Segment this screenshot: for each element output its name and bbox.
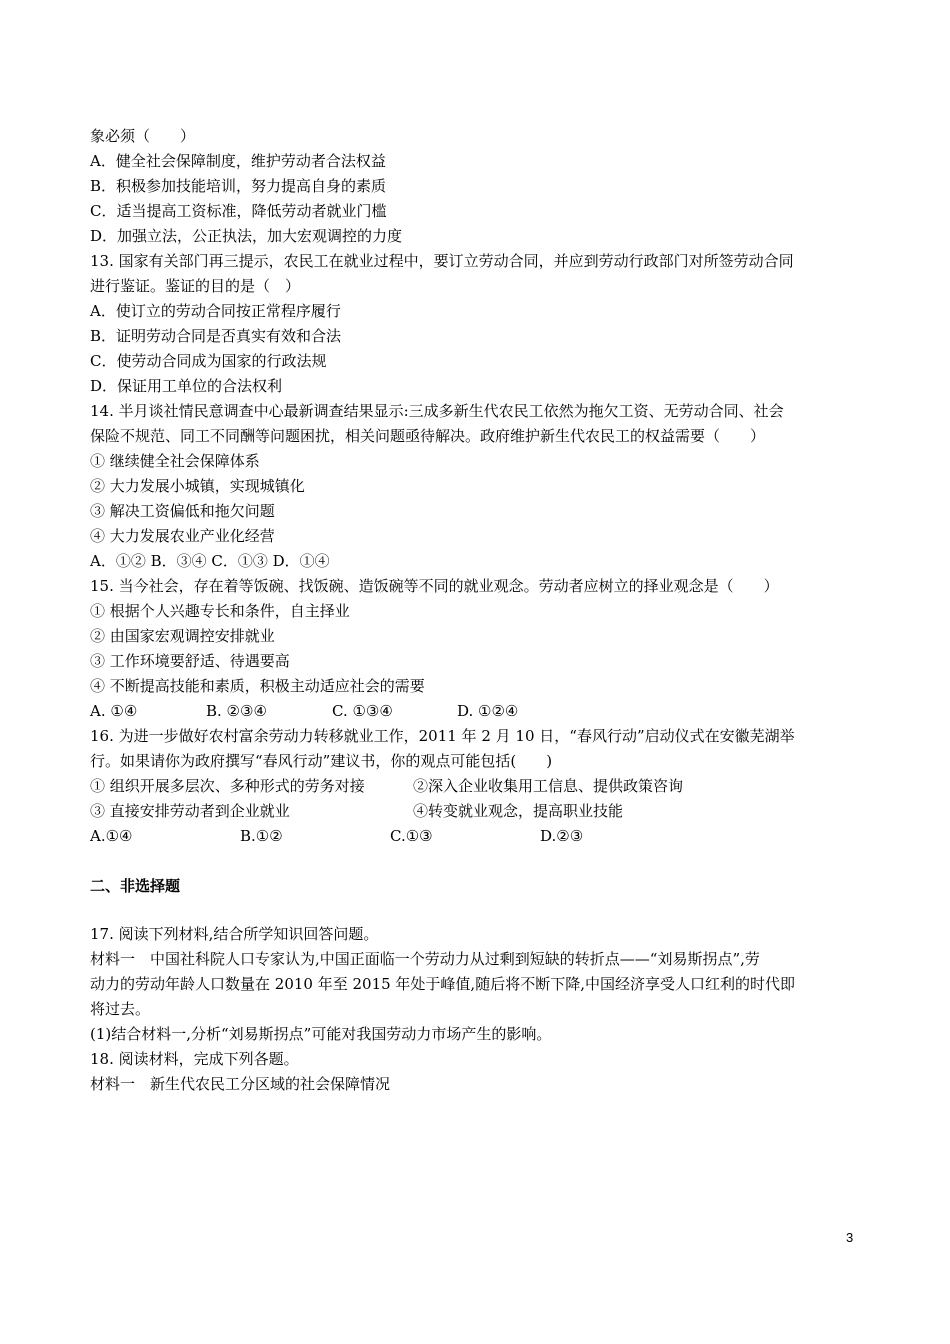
material-text: 将过去。 <box>90 1000 151 1018</box>
option-line: ③ 工作环境要舒适、待遇要高 <box>90 652 290 670</box>
question-14: 14. 半月谈社情民意调查中心最新调查结果显示:三成多新生代农民工依然为拖欠工资、无劳动合同、社会 <box>90 402 784 420</box>
question-16: 16. 为进一步做好农村富余劳动力转移就业工作，2011 年 2 月 10 日，“春风行动”启动仪式在安徽芜湖举 <box>90 727 795 745</box>
option-line: A．健全社会保障制度，维护劳动者合法权益 <box>90 152 386 170</box>
option-line: C．适当提高工资标准，降低劳动者就业门槛 <box>90 202 387 220</box>
option-line: ② 由国家宏观调控安排就业 <box>90 627 275 645</box>
q15-option-b: B. ②③④ <box>206 702 267 720</box>
option-line: ① 根据个人兴趣专长和条件，自主择业 <box>90 602 350 620</box>
q15-option-c: C. ①③④ <box>332 702 393 720</box>
option-line: D．保证用工单位的合法权利 <box>90 377 283 395</box>
page-number: 3 <box>846 1230 854 1245</box>
option-line: ② 大力发展小城镇，实现城镇化 <box>90 477 305 495</box>
question-13: 13. 国家有关部门再三提示，农民工在就业过程中，要订立劳动合同，并应到劳动行政部门对所签劳动合同 <box>90 252 794 270</box>
option-line: C．使劳动合同成为国家的行政法规 <box>90 352 327 370</box>
text-line: 行。如果请你为政府撰写“春风行动”建议书，你的观点可能包括( ) <box>90 752 553 770</box>
question-15: 15. 当今社会，存在着等饭碗、找饭碗、造饭碗等不同的就业观念。劳动者应树立的择业观念是（ ） <box>90 577 779 595</box>
option-line: B．证明劳动合同是否真实有效和合法 <box>90 327 342 345</box>
q16-item-4: ④转变就业观念，提高职业技能 <box>413 802 624 820</box>
sub-question: (1)结合材料一,分析“刘易斯拐点”可能对我国劳动力市场产生的影响。 <box>90 1025 552 1043</box>
text-line: 进行鉴证。鉴证的目的是（ ） <box>90 277 301 295</box>
q16-option-c: C.①③ <box>390 827 433 845</box>
option-line: ① 继续健全社会保障体系 <box>90 452 260 470</box>
option-line: D．加强立法，公正执法，加大宏观调控的力度 <box>90 227 403 245</box>
answer-choices: A．①② B．③④ C．①③ D．①④ <box>90 552 330 570</box>
material-text: 动力的劳动年龄人口数量在 2010 年至 2015 年处于峰值,随后将不断下降,中国经济享受人口红利的时代即 <box>90 975 795 993</box>
text-line: 保险不规范、同工不同酬等问题困扰，相关问题亟待解决。政府维护新生代农民工的权益需要（ ） <box>90 427 766 445</box>
q15-option-d: D. ①②④ <box>457 702 519 720</box>
option-line: B．积极参加技能培训，努力提高自身的素质 <box>90 177 387 195</box>
text-line: 象必须（ ） <box>90 127 196 145</box>
q16-option-b: B.①② <box>240 827 283 845</box>
q16-option-a: A.①④ <box>90 827 133 845</box>
q16-item-1: ① 组织开展多层次、多种形式的劳务对接 <box>90 777 365 795</box>
option-line: A．使订立的劳动合同按正常程序履行 <box>90 302 341 320</box>
q15-option-a: A. ①④ <box>90 702 138 720</box>
q16-option-d: D.②③ <box>540 827 584 845</box>
question-18: 18. 阅读材料，完成下列各题。 <box>90 1050 299 1068</box>
material-text: 材料一 新生代农民工分区域的社会保障情况 <box>90 1075 391 1093</box>
q16-item-2: ②深入企业收集用工信息、提供政策咨询 <box>413 777 684 795</box>
section-heading: 二、非选择题 <box>90 877 181 895</box>
question-17: 17. 阅读下列材料,结合所学知识回答问题。 <box>90 925 379 943</box>
option-line: ④ 大力发展农业产业化经营 <box>90 527 275 545</box>
material-text: 材料一 中国社科院人口专家认为,中国正面临一个劳动力从过剩到短缺的转折点——“刘易斯拐点”,劳 <box>90 950 760 968</box>
option-line: ③ 解决工资偏低和拖欠问题 <box>90 502 275 520</box>
q16-item-3: ③ 直接安排劳动者到企业就业 <box>90 802 290 820</box>
option-line: ④ 不断提高技能和素质，积极主动适应社会的需要 <box>90 677 425 695</box>
